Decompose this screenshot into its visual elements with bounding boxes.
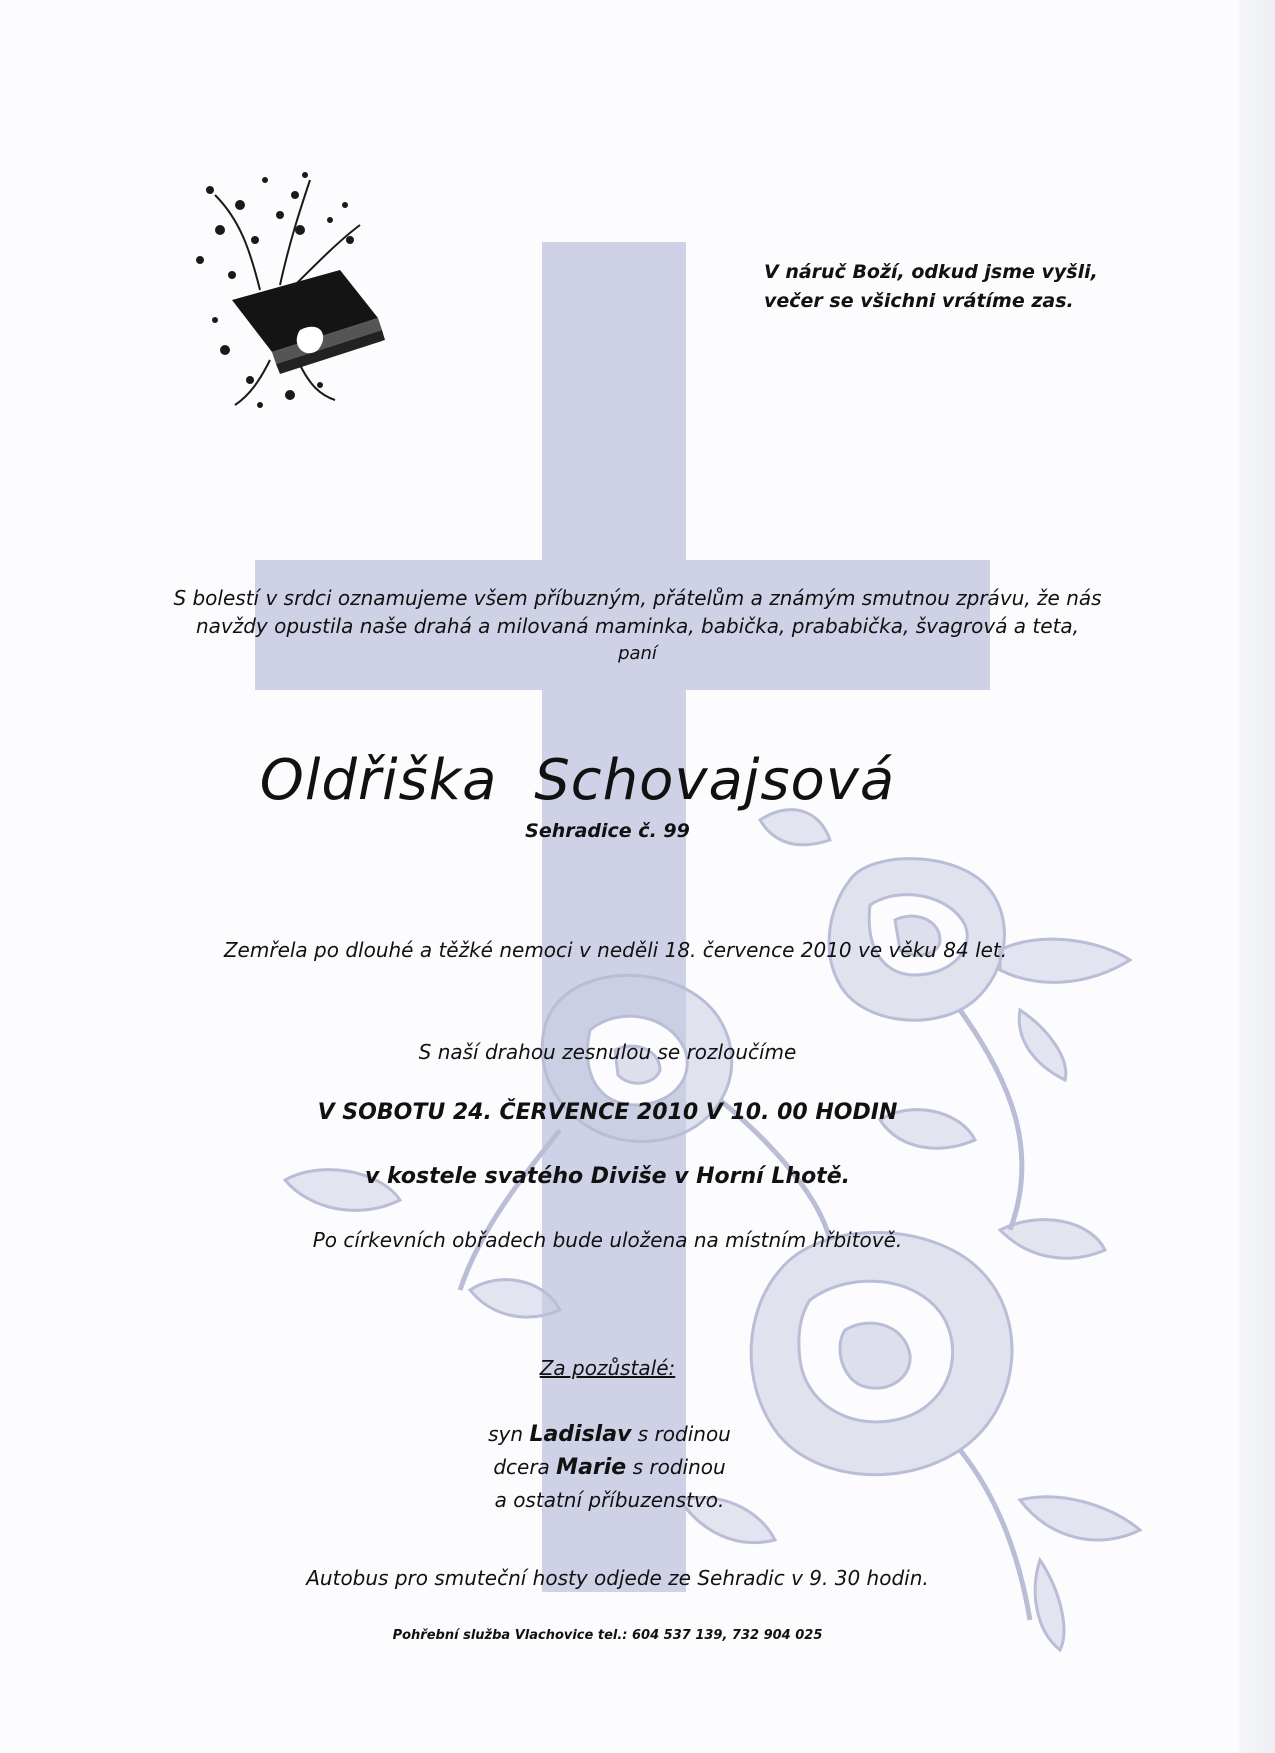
farewell-datetime: V SOBOTU 24. ČERVENCE 2010 V 10. 00 HODIN [317,1100,898,1125]
farewell-place: v kostele svatého Diviše v Horní Lhotě. [365,1164,850,1189]
cross-vertical-beam [542,242,686,1592]
announcement-line-1: S bolestí v srdci oznamujeme všem příbuzným, přátelům a známým smutnou zprávu, že nás [173,586,1102,610]
heir-son: syn Ladislav s rodinou [488,1422,731,1447]
funeral-service-footer: Pohřební služba Vlachovice tel.: 604 537 139, 732 904 025 [392,1628,823,1643]
deceased-address: Sehradice č. 99 [525,820,690,842]
heir-daughter-name: Marie [556,1455,627,1480]
heir-son-name: Ladislav [529,1422,632,1447]
burial-notice: Po církevních obřadech bude uložena na místním hřbitově. [312,1228,903,1252]
heirs-list [0,1418,1247,1516]
book-and-flowers-icon [196,172,385,408]
heir-daughter: dcera Marie s rodinou [493,1455,726,1480]
deceased-name: Oldřiška Schovajsová [259,748,896,813]
heir-others: a ostatní příbuzenstvo. [494,1488,725,1512]
motto-line-2: večer se všichni vrátíme zas. [764,290,1074,312]
announcement-line-3: paní [618,643,657,664]
announcement [0,584,1275,668]
farewell-intro: S naší drahou zesnulou se rozloučíme [418,1040,797,1064]
heirs-heading: Za pozůstalé: [539,1356,676,1380]
announcement-line-2: navždy opustila naše drahá a milovaná maminka, babička, prababička, švagrová a teta, [195,614,1080,638]
motto-line-1: V náruč Boží, odkud jsme vyšli, [764,261,1098,283]
bus-notice: Autobus pro smuteční hosty odjede ze Sehradic v 9. 30 hodin. [306,1566,929,1590]
motto [764,258,1098,316]
death-notice: Zemřela po dlouhé a těžké nemoci v neděli 18. července 2010 ve věku 84 let. [223,938,1008,962]
